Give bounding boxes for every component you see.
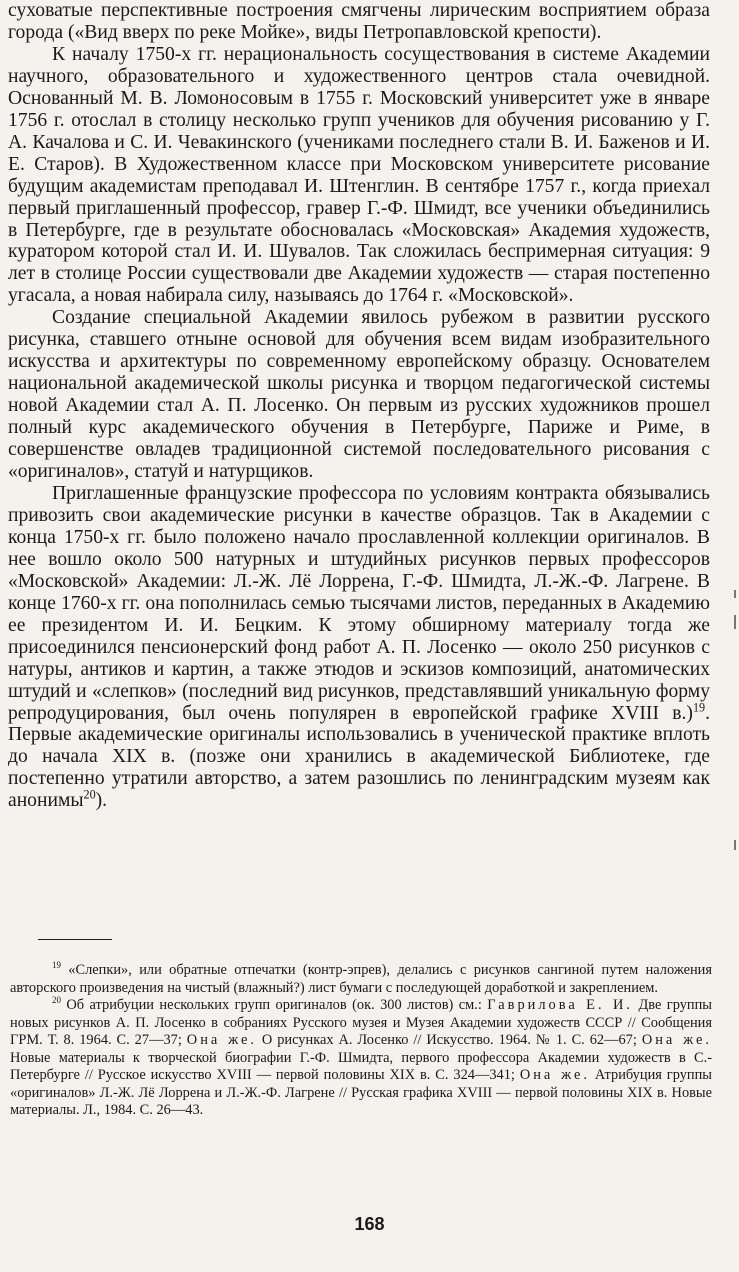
scan-artifact <box>734 615 736 629</box>
paragraph-text: ). <box>95 790 108 812</box>
footnotes <box>10 962 712 1120</box>
page-number: 168 <box>354 1214 385 1234</box>
paragraph-text: Приглашенные французские профессора по условиям контракта обязывались привозить свои академические рисунки в качестве образцов. Так в Академии с конца 1750-х гг. было положено начало прославленной коллекции оригиналов. В нее вошло около 500 натурных и штудийных рисунков первых профессоров «Московской» Академии: Л.-Ж. Лё Лоррена, Г.-Ф. Шмидта, Л.-Ж.-Ф. Лагрене. В конце 1760-х гг. она пополнилась семью тысячами листов, переданных в Академию ее президентом И. И. Бецким. К этому обширному материалу тогда же присоединился пенсионерский фонд работ А. П. Лосенко — около 250 рисунков с натуры, антиков и картин, а также этюдов и эскизов композиций, анатомических штудий и «слепков» (последний вид рисунков, представлявший уникальную форму репродуцирования, был очень популярен в европейской графике XVIII в.) <box>8 482 710 724</box>
footnote-number: 19 <box>52 960 61 971</box>
author-name: Она же. <box>641 1032 712 1048</box>
footnote-text: Новые материалы к творческой биографии Г.-Ф. Шмидта, первого профессора Академии художеств в С.-Петербурге // Русское искусство XVIII — первой половины XIX в. С. 324—341; <box>10 1049 712 1083</box>
scan-artifact <box>734 590 736 598</box>
main-text <box>8 0 710 812</box>
paragraph: Создание специальной Академии явилось рубежом в развитии русского рисунка, ставшего отныне основой для обучения всем видам изобразительного искусства и архитектуры по современному европейскому образцу. Основателем национальной академической школы рисунка и творцом педагогической системы новой Академии стал А. П. Лосенко. Он первым из русских художников прошел полный курс академического обучения в Петербурге, Париже и Риме, в совершенстве овладев традиционной системой последовательного рисования с «оригиналов», статуй и натурщиков. <box>8 307 710 483</box>
paragraph <box>8 483 710 812</box>
footnote-number: 20 <box>52 995 61 1006</box>
footnote-20 <box>10 997 712 1120</box>
footnote-divider <box>38 939 112 940</box>
author-name: Она же. <box>519 1067 590 1083</box>
author-name: Гаврилова Е. И. <box>487 997 633 1013</box>
footnote-ref: 20 <box>83 787 96 802</box>
paragraph: суховатые перспективные построения смягчены лирическим восприятием образа города («Вид вверх по реке Мойке», виды Петропавловской крепости). <box>8 0 710 43</box>
footnote-text: «Слепки», или обратные отпечатки (контр-эпрев), делались с рисунков сангиной путем наложения авторского произведения на чистый (влажный?) лист бумаги с последующей доработкой и закреплением. <box>10 962 712 996</box>
footnote-text: О рисунках А. Лосенко // Искусство. 1964. № 1. С. 62—67; <box>261 1032 637 1048</box>
footnote-text: Две группы новых рисунков А. П. Лосенко в собраниях Русского музея и Музея Академии художеств СССР // Сообщения ГРМ. Т. 8. 1964. С. 27—37; <box>10 997 712 1048</box>
paragraph: К началу 1750-х гг. нерациональность сосуществования в системе Академии научного, образовательного и художественного центров стала очевидной. Основанный М. В. Ломоносовым в 1755 г. Московский университет уже в январе 1756 г. отослал в столицу несколько групп учеников для обучения рисованию у Г. А. Качалова и С. И. Чевакинского (учениками последнего стали В. И. Баженов и И. Е. Старов). В Художественном классе при Московском университете рисование будущим академистам преподавал И. Штенглин. В сентябре 1757 г., когда приехал первый приглашенный профессор, гравер Г.-Ф. Шмидт, все ученики объединились в Петербурге, где в результате обосновалась «Московская» Академия художеств, куратором которой стал И. И. Шувалов. Так сложилась беспримерная ситуация: 9 лет в столице России существовали две Академии художеств — старая постепенно угасала, а новая набирала силу, называясь до 1764 г. «Московской». <box>8 43 710 307</box>
author-name: Она же. <box>186 1032 257 1048</box>
footnote-19 <box>10 962 712 997</box>
paragraph-text: . Первые академические оригиналы использовались в ученической практике вплоть до начала XIX в. (позже они хранились в академической Библиотеке, где постепенно утратили авторство, а затем разошлись по ленинградским музеям как анонимы <box>8 702 710 812</box>
footnote-text: Об атрибуции нескольких групп оригиналов (ок. 300 листов) см.: <box>66 997 482 1013</box>
footnote-ref: 19 <box>692 699 706 714</box>
footnote-text: Атрибуция группы «оригиналов» Л.-Ж. Лё Лоррена и Л.-Ж.-Ф. Лагрене // Русская графика XVIII — первой половины XIX в. Новые материалы. Л., 1984. С. 26—43. <box>10 1067 712 1118</box>
scan-artifact <box>734 840 736 850</box>
